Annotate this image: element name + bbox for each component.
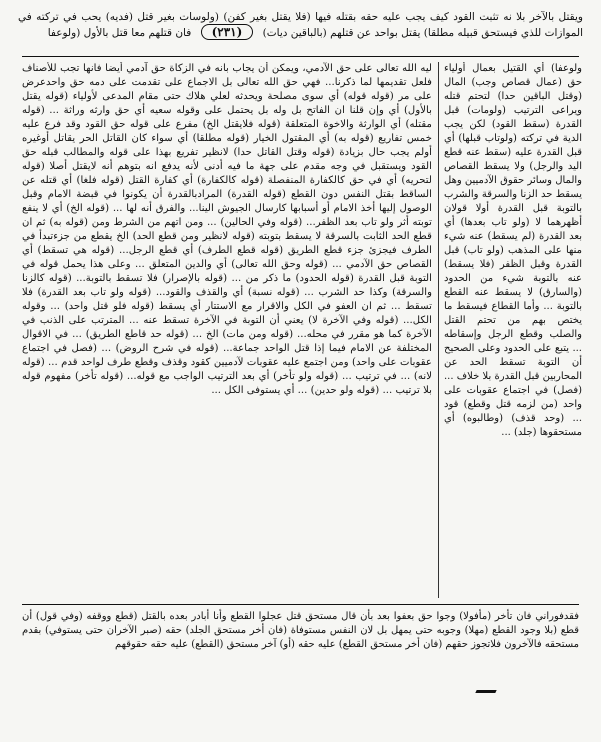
header-line-2: الموازات للذي فيستحق قبيله مطلقا) يقتل بواحد عن قتلهم (بالباقين ديات) [262, 27, 583, 39]
footer-line-1: فقدفوراني فان تأخر (مأفولا) وجوا حق بعفوا بعد بأن قال مستحق قتل عجلوا القطع وأنا أبادر بعده بالقتل (قطع [115, 611, 579, 622]
catchword-mark [475, 690, 496, 693]
page-header [18, 10, 583, 54]
margin-text-column: ولوعفا) أي القتيل بعمال أولياء حق (عمال قصاص وجب) المال (وقتل الباقين حدا) لتحتم قتله ويراعى الترتيب (ولومات) قبل القدرة (سقط القود) لكن يجب الدية في تركته (ولوتاب قبلها) أي قبل القدرة عليه (سقط عنه قطع اليد والرجل) ولا يسقط القصاص والمال وسائر حقوق الآدميين وهل يسقط حد الزنا والسرقة والشرب بالتوبة قبل القدرة أولا قولان أظهرهما لا (ولو تاب بعدها) أي بعد القدرة (لم يسقط) عنه شيء منها على المذهب (ولو تاب) قبل القدرة وقبل الظفر (فلا يسقط) عنه بالتوبة شيء من الحدود (والسارق) لا يسقط عنه القطع بالتوبة ... وأما القطاع فيسقط ما يختص بهم من تحتم القتل والصلب وقطع الرجل وإسقاطه ... يتبع على الحدود وعلى الصحيح أن التوبة تسقط الحد عن المحاربين قبل القدرة بلا خلاف ... (فصل) في اجتماع عقوبات على واحد (من لزمه قتل وقطع) قود ... (وحد قذف) (وطالبوه) أي مستحقوها (جلد) ... [444, 63, 582, 438]
header-line-3: فان قتلهم معا قتل بالأول (ولوعفا [47, 27, 192, 39]
main-commentary-text: ليه الله تعالى على حق الآدمي، ويمكن أن يجاب بانه في الزكاة حق آدمي أيضا فانها تجب للأصناف فلعل تقديمها لما ذكرنا... فهي حق الله تعالى بل الاجماع على تقدمت على دمه حق واحدعرض على مر (قوله قوله) أي سوى مصلحة ويحدثه لعلي هلاك حتى مقام المدعى لأولياء (قوله يقتل بالأول) أي وإن قلنا ان الفاتح بل وله بل يحتمل على وقوله سعيه أي حق وارثه وراثة ... (قوله مقتله) أي الوارثة والاخوة المتعلقة (قوله فلايقتل الخ) مفرع على قوله حق القود وقد فرع عليه خمس تفاريع (قوله به) أي المقتول الخيار (قوله مطلقا) أي سواء كان القاتل الحر يقاتل أوغيره أولم يجب حال بزيادة (قوله وقتل القاتل حدا) لانظير تفريع بهذا على قوله والمطالب قبله حق القود ويستقبل في وجه مقدم على جهة ما فيه أدنى لأنه يدفع انه بتوهم أنه لايقتل أصلا (قوله لتحريه) أي في حق كالكفارة المنفصلة (قوله كالكفارة) أي كفارة القتل (قوله فلغا) أي قتله عن الساقط بقتل النفس دون القطع (قوله القدرة) المرادبالقدرة أن يكونوا في قبضة الامام وقبل الوصول إليها أخذ الامام أو أسبابها كارسال الجيوش الينا... والفرق أنه لها ... (قوله الخ) أي لا ينفع توبته أثر ولو تاب بعد الظفر... (قوله وفي الحالين) ... ومن اتهم من الشرط ومن (قوله به) ثم ان قطع الحد الثابت بالسرقة لا يسقط بتوبته (قوله لانظير ومن قطع الحد) الخ يقطع من جزءتبدأ في الطرف فيجزئ جزء قطع الطريق (قوله قطع الطرف) أي قطع الرجل... (قوله هي تسقط) أي القصاص حق الآدمي ... (قوله وحق الله تعالى) أي والدين المتعلق ... وعلى هذا يحمل قوله في التوبة قبل القدرة (قوله الحدود) ما ذكر من ... (قوله بالإصرار) فلا تسقط بالتوبة... (قوله كالزنا والسرقة) وكذا حد الشرب ... (قوله نسبة) أي والقذف والقود... (قوله ولو تاب بعد القدرة) فلا تسقط ... ثم ان العفو في الكل والاقرار مع الاستتار أي يسقط (قوله فلو قتل واحد) ... وقوله الكل... (قوله وفي الآخرة لا) يعني أن التوبة في الآخرة تسقط عنه ... المترتب على الذنب في الآخرة كما هو مقرر في محله... (قوله ومن مات) الخ ... (قوله حد قاطع الطريق) ... في الاقوال المختلفة عن الامام فيما إذا قتل الواحد جماعة... (قوله في شرح الروض) ... (فصل في اجتماع عقوبات على واحد) ومن اجتمع عليه عقوبات لآدميين كقود وقذف وقطع طرف لواحد قدم ... (قوله لانه) ... في ترتيب ... (قوله ولو تأخر) أي بعد الترتيب الواجب مع قوله... (قوله تأخر) مفهوم قوله بلا ترتيب ... (قوله ولو حدين) ... أي يستوفى الكل ... [22, 63, 432, 396]
footer-rule [22, 604, 579, 605]
footer-line-4: حقوقهم [114, 639, 148, 650]
header-rule [22, 56, 579, 57]
footer-line-3: بقدم مستحقه فالآخرون فلاتجوز حقهم (فان أخر مستحق القطع) عليه حقه (أو) آخر مستحق (القطع) عليه حقه [22, 625, 579, 650]
header-line-1: ويقتل بالآخر بلا نه تثبت القود كيف يجب عليه حقه بقتله فيها (فلا يقتل بغير كفن) (ولوسات بغير قتل (فديه) يحب في تركته في [18, 11, 583, 23]
page-footer-text [22, 610, 579, 684]
page-number: (٢٣١) [201, 24, 254, 40]
column-divider [438, 62, 439, 598]
footer-line-2: ووقفه (وفي قول) أن قطع (بلا وجود القطع (مهلا) وجوبه حتى يمهل بل لان النفس مستوفاة (فان أخر مستحق الجلد) حقه (صبر الآخران حتى يستوفي) [22, 611, 580, 636]
